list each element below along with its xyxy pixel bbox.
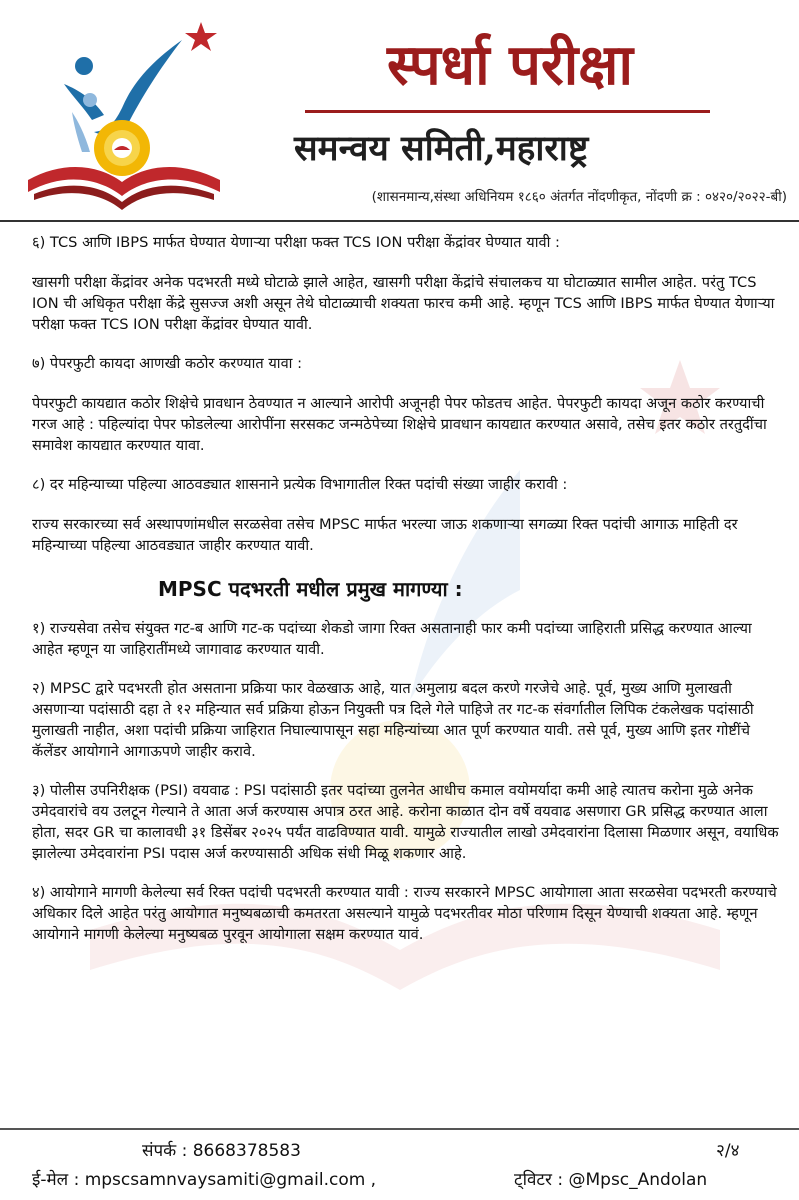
title-underline (305, 110, 710, 113)
organization-title: स्पर्धा परीक्षा (387, 32, 633, 98)
section-body-7: पेपरफुटी कायद्यात कठोर शिक्षेचे प्रावधान ठेवण्यात न आल्याने आरोपी अजूनही पेपर फोडतच आहेत. पेपरफुटी कायदा अजून कठोर करण्याची गरज आहे : पहिल्यांदा पेपर फोडलेल्या आरोपींना सरसकट जन्मठेपेच्या शिक्षेचे प्रावधान कायद्यात करण्यात असावे, तसेच इतर कठोर तरतुदींचा समावेश कायद्यात करण्यात यावा. (32, 395, 767, 454)
logo-figure-blue-icon (94, 40, 182, 135)
section-heading-7: ७) पेपरफुटी कायदा आणखी कठोर करण्यात यावा : (32, 355, 303, 372)
mpsc-point-2: २) MPSC द्वारे पदभरती होत असताना प्रक्रिया फार वेळखाऊ आहे, यात अमुलाग्र बदल करणे गरजेचे आहे. पूर्व, मुख्य आणि मुलाखती असणाऱ्या पदांसाठी दहा ते १२ महिन्यात सर्व प्रक्रिया होऊन नियुक्ती पत्र दिले गेले पाहिजे तर गट-क संवर्गातील लिपिक टंकलेखक पदांसाठी मुलाखती नाहीत, अशा पदांची प्रक्रिया जाहिरात निघाल्यापासून सहा महिन्यांच्या आत पूर्ण करण्यात यावी. तसे पूर्व, मुख्य आणि इतर गोष्टींचे कॅलेंडर आयोगाने आगाऊपणे जाहीर करावे. (32, 680, 754, 760)
mpsc-demands-heading: MPSC पदभरती मधील प्रमुख मागण्या : (158, 577, 463, 601)
mpsc-point-4: ४) आयोगाने मागणी केलेल्या सर्व रिक्त पदांची पदभरती करण्यात यावी : राज्य सरकारने MPSC आयोगाला आता सरळसेवा पदभरती करण्याचे अधिकार दिले आहेत परंतु आयोगात मनुष्यबळाची कमतरता असल्याने यामुळे पदभरतीवर मोठा परिणाम दिसून येण्याची शक्यता आहे. म्हणून आयोगाने मागणी केलेल्या मनुष्यबळ पुरवून आयोगाला सक्षम करण्यात यावं. (32, 884, 777, 943)
document-body (32, 232, 787, 963)
mpsc-point-3: ३) पोलीस उपनिरीक्षक (PSI) वयवाढ : PSI पदांसाठी इतर पदांच्या तुलनेत आधीच कमाल वयोमर्यादा कमी आहे त्यातच करोना मुळे अनेक उमेदवारांचे वय उलटून गेल्याने ते आता अर्ज करण्यास अपात्र ठरत आहे. करोना काळात दोन वर्षे वयवाढ असणारा GR प्रसिद्ध करण्यात आला होता, सदर GR चा कालावधी ३१ डिसेंबर २०२५ पर्यंत वाढविण्यात यावी. यामुळे राज्यातील लाखो उमेदवारांना दिलासा मिळणार असून, वयाधिक झालेल्या उमेदवारांना PSI पदास अर्ज करण्यासाठी अधिक संधी मिळू शकणार आहे. (32, 782, 779, 862)
header-divider (0, 220, 799, 222)
mpsc-point-1: १) राज्यसेवा तसेच संयुक्त गट-ब आणि गट-क पदांच्या शेकडो जागा रिक्त असतानाही फार कमी पदांच्या जाहिराती प्रसिद्ध करण्यात आल्या आहेत म्हणून या जाहिरातींमध्ये जागावाढ करण्यात यावी. (32, 620, 752, 658)
page-number: २/४ (716, 1141, 740, 1161)
footer-divider (0, 1128, 799, 1130)
section-body-8: राज्य सरकारच्या सर्व अस्थापणांमधील सरळसेवा तसेच MPSC मार्फत भरल्या जाऊ शकणाऱ्या सगळ्या रिक्त पदांची आगाऊ माहिती दर महिन्याच्या पहिल्या आठवड्यात जाहीर करण्यात यावी. (32, 516, 738, 554)
section-body-6: खासगी परीक्षा केंद्रांवर अनेक पदभरती मध्ये घोटाळे झाले आहेत, खासगी परीक्षा केंद्रांचे संचालकच या घोटाळ्यात सामील आहेत. परंतु TCS ION ची अधिकृत परीक्षा केंद्रे सुसज्ज अशी असून तेथे घोटाळ्याची शक्यता फारच कमी आहे. म्हणून TCS आणि IBPS मार्फत घेण्यात येणाऱ्या परीक्षा फक्त TCS ION परीक्षा केंद्रांवर घेण्यात यावी. (32, 274, 775, 333)
contact-email: ई-मेल : mpscsamnvaysamiti@gmail.com , (32, 1170, 377, 1190)
section-heading-8: ८) दर महिन्याच्या पहिल्या आठवड्यात शासनाने प्रत्येक विभागातील रिक्त पदांची संख्या जाहीर करावी : (32, 476, 568, 493)
letterhead (0, 0, 799, 222)
twitter-handle: ट्विटर : @Mpsc_Andolan (514, 1170, 708, 1190)
organization-subtitle: समन्वय समिती,महाराष्ट्र (294, 128, 589, 169)
contact-phone: संपर्क : 8668378583 (142, 1141, 301, 1161)
logo-star-icon (185, 22, 217, 51)
logo-sun-icon (94, 120, 150, 176)
organization-logo-icon (24, 20, 224, 210)
section-heading-6: ६) TCS आणि IBPS मार्फत घेण्यात येणाऱ्या परीक्षा फक्त TCS ION परीक्षा केंद्रांवर घेण्यात यावी : (32, 234, 560, 251)
registration-details: (शासनमान्य,संस्था अधिनियम १८६० अंतर्गत नोंदणीकृत, नोंदणी क्र : ०४२०/२०२२-बी) (371, 189, 787, 205)
